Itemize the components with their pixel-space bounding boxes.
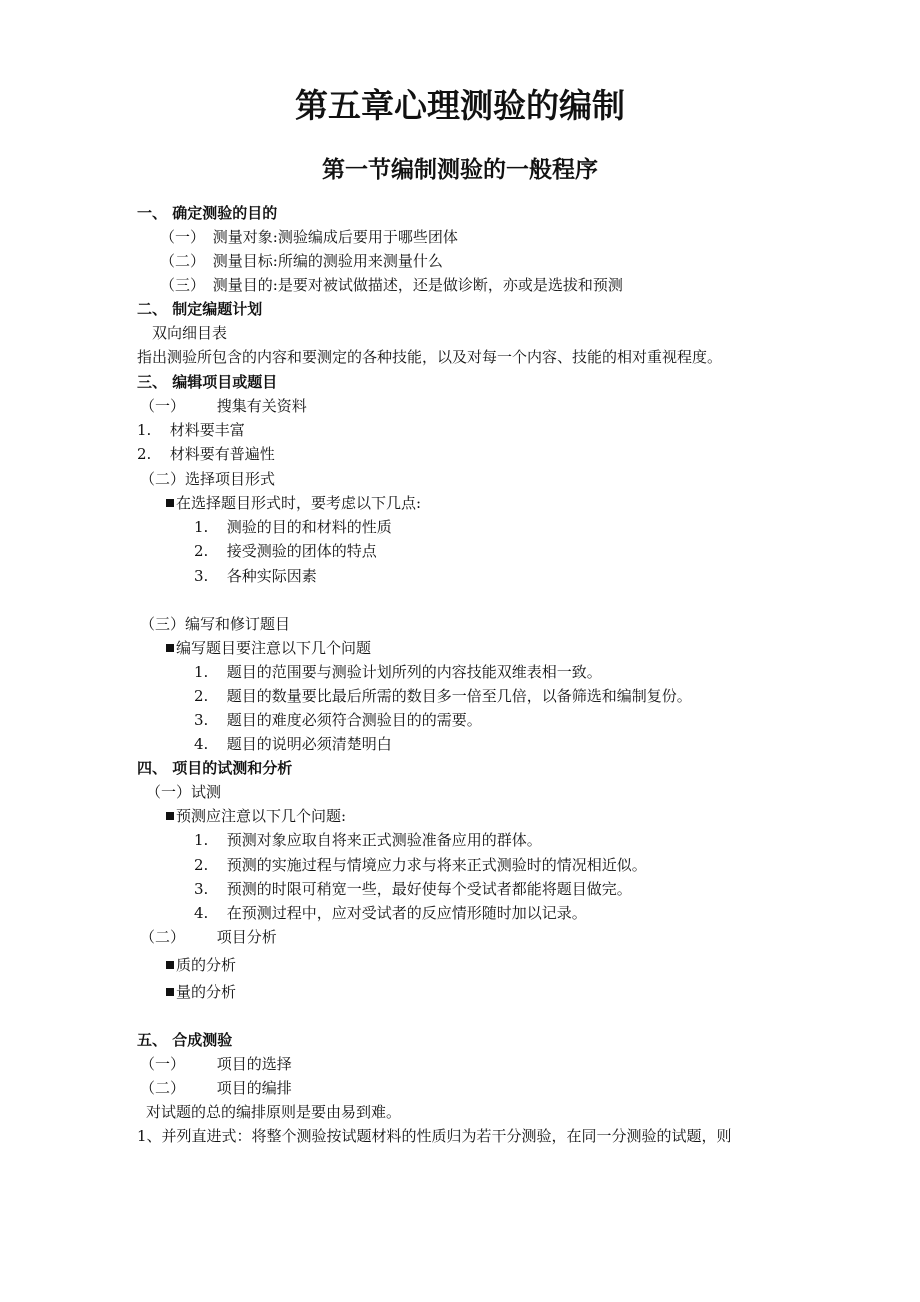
item-number: 1.	[194, 518, 209, 536]
paragraph: 1、并列直进式：将整个测验按试题材料的性质归为若干分测验，在同一分测验的试题，则	[137, 1127, 732, 1145]
item-text: 题目的数量要比最后所需的数目多一倍至几倍，以备筛选和编制复份。	[226, 687, 692, 705]
item-number: 2.	[194, 687, 209, 705]
subsection-heading: （三）编写和修订题目	[140, 615, 291, 633]
list-item	[194, 686, 692, 706]
note-text: 量的分析	[176, 983, 237, 1001]
item-text: 项目分析	[216, 928, 277, 946]
list-item	[194, 517, 392, 537]
square-bullet-icon	[166, 988, 174, 996]
subsection-heading	[140, 1054, 292, 1074]
item-text: 测量对象:测验编成后要用于哪些团体	[212, 228, 458, 246]
item-text: 题目的范围要与测验计划所列的内容技能双维表相一致。	[226, 663, 602, 681]
note-text: 编写题目要注意以下几个问题	[176, 639, 372, 657]
item-text: 搜集有关资料	[216, 397, 307, 415]
item-number: 4.	[194, 735, 209, 753]
item-text: 材料要有普遍性	[169, 445, 275, 463]
note-text: 在选择题目形式时，要考虑以下几点:	[176, 494, 422, 512]
section-heading-3: 三、 编辑项目或题目	[137, 373, 278, 391]
list-item	[160, 227, 458, 247]
square-bullet-icon	[166, 812, 174, 820]
chapter-title: 第五章心理测验的编制	[295, 86, 625, 125]
list-item	[194, 710, 482, 730]
item-text: 项目的编排	[216, 1079, 292, 1097]
subsection-heading	[140, 1078, 292, 1098]
item-number: 4.	[194, 904, 209, 922]
item-label: （二）	[140, 928, 186, 946]
bullet-note	[166, 806, 346, 826]
bullet-note	[166, 638, 371, 658]
item-text: 预测对象应取自将来正式测验准备应用的群体。	[226, 831, 542, 849]
list-item	[194, 662, 602, 682]
item-label: （二）	[140, 1079, 186, 1097]
bullet-note	[166, 493, 421, 513]
list-item	[194, 734, 392, 754]
subsection-heading	[140, 927, 277, 947]
item-text: 在预测过程中，应对受试者的反应情形随时加以记录。	[226, 904, 587, 922]
item-text: 测量目的:是要对被试做描述，还是做诊断，亦或是选拔和预测	[212, 276, 623, 294]
square-bullet-icon	[166, 961, 174, 969]
item-text: 接受测验的团体的特点	[226, 542, 377, 560]
list-item	[160, 275, 623, 295]
item-label: （一）	[140, 397, 186, 415]
note-text: 预测应注意以下几个问题:	[176, 807, 347, 825]
list-item	[137, 444, 275, 464]
item-text: 题目的难度必须符合测验目的的需要。	[226, 711, 482, 729]
paragraph: 指出测验所包含的内容和要测定的各种技能，以及对每一个内容、技能的相对重视程度。	[137, 348, 723, 366]
item-text: 预测的时限可稍宽一些，最好使每个受试者都能将题目做完。	[226, 880, 632, 898]
subsection-heading: （二）选择项目形式	[140, 470, 276, 488]
item-label: （一）	[140, 1055, 186, 1073]
item-number: 1.	[194, 831, 209, 849]
list-item	[194, 566, 317, 586]
item-text: 预测的实施过程与情境应力求与将来正式测验时的情况相近似。	[226, 856, 647, 874]
item-label: （二）	[160, 252, 206, 270]
item-number: 1.	[194, 663, 209, 681]
list-item	[194, 879, 632, 899]
paragraph: 对试题的总的编排原则是要由易到难。	[146, 1103, 402, 1121]
list-item	[194, 903, 587, 923]
subsection-heading: （一）试测	[146, 783, 222, 801]
item-text: 材料要丰富	[169, 421, 245, 439]
subheading-text: 双向细目表	[152, 324, 228, 342]
item-label: （三）	[160, 276, 206, 294]
note-text: 质的分析	[176, 956, 237, 974]
list-item	[194, 541, 377, 561]
item-number: 3.	[194, 567, 209, 585]
item-text: 项目的选择	[216, 1055, 292, 1073]
item-text: 各种实际因素	[226, 567, 317, 585]
item-text: 测量目标:所编的测验用来测量什么	[212, 252, 443, 270]
list-item	[194, 830, 542, 850]
item-number: 2.	[194, 542, 209, 560]
item-text: 测验的目的和材料的性质	[226, 518, 392, 536]
list-item	[194, 855, 647, 875]
list-item	[160, 251, 443, 271]
item-number: 2.	[194, 856, 209, 874]
section-heading-2: 二、 制定编题计划	[137, 300, 263, 318]
item-label: （一）	[160, 228, 206, 246]
section-heading-1: 一、 确定测验的目的	[137, 204, 278, 222]
section-heading-5: 五、 合成测验	[137, 1031, 233, 1049]
item-number: 3.	[194, 711, 209, 729]
subsection-heading	[140, 396, 307, 416]
item-number: 2.	[137, 445, 152, 463]
item-number: 1.	[137, 421, 152, 439]
bullet-note	[166, 982, 236, 1002]
item-text: 题目的说明必须清楚明白	[226, 735, 392, 753]
item-number: 3.	[194, 880, 209, 898]
section-title: 第一节编制测验的一般程序	[322, 157, 598, 183]
list-item	[137, 420, 245, 440]
bullet-note	[166, 955, 236, 975]
section-heading-4: 四、 项目的试测和分析	[137, 759, 293, 777]
square-bullet-icon	[166, 499, 174, 507]
square-bullet-icon	[166, 644, 174, 652]
